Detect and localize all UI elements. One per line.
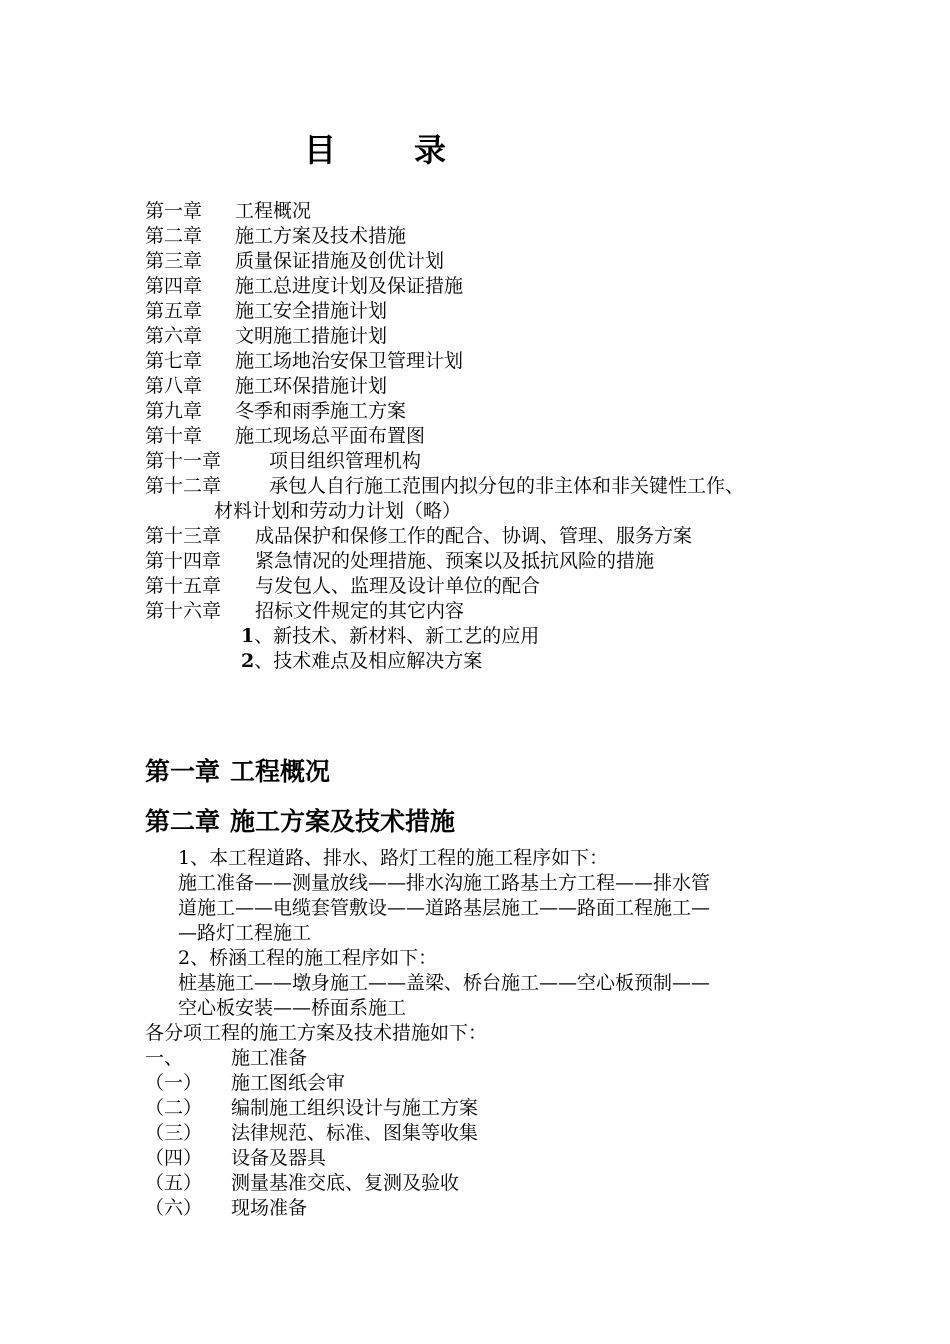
paragraph-2-line: 桩基施工——墩身施工——盖梁、桥台施工——空心板预制—— — [178, 972, 711, 994]
toc-entry — [145, 274, 845, 299]
chapter-2-title: 施工方案及技术措施 — [230, 807, 456, 836]
toc-entry-number: 第十五章 — [145, 575, 222, 597]
paragraph-2-heading: 2、桥涵工程的施工程序如下： — [178, 947, 438, 969]
toc-entry-title: 施工方案及技术措施 — [235, 225, 407, 247]
toc-subitem — [145, 624, 845, 649]
summary-line: 各分项工程的施工方案及技术措施如下： — [145, 1022, 488, 1044]
toc-title — [304, 130, 446, 170]
toc-entry-number: 第十章 — [145, 425, 203, 447]
toc-entry-title: 施工场地治安保卫管理计划 — [235, 350, 464, 372]
section-label: （五） — [145, 1172, 203, 1194]
toc-entry-number: 第十二章 — [145, 475, 222, 497]
section-label: （一） — [145, 1072, 203, 1094]
toc-entry — [145, 349, 845, 374]
toc-entry-title: 施工环保措施计划 — [235, 375, 388, 397]
toc-entry-number: 第四章 — [145, 275, 203, 297]
toc-entry-title: 紧急情况的处理措施、预案以及抵抗风险的措施 — [255, 550, 655, 572]
toc-entry — [145, 599, 845, 624]
toc-entry — [145, 224, 845, 249]
toc-entry-title: 工程概况 — [235, 200, 312, 222]
toc-entry-title: 施工安全措施计划 — [235, 300, 388, 322]
chapter-2-body — [145, 846, 825, 1221]
toc-entry-number: 第十六章 — [145, 600, 222, 622]
paragraph-1-heading: 1、本工程道路、排水、路灯工程的施工程序如下： — [178, 847, 609, 869]
toc-entry-number: 第六章 — [145, 325, 203, 347]
toc-entry — [145, 574, 845, 599]
section-row — [145, 1096, 825, 1121]
toc-entry — [145, 399, 845, 424]
section-text: 现场准备 — [231, 1197, 308, 1219]
section-label: （六） — [145, 1197, 203, 1219]
toc-subitem-title: 、新技术、新材料、新工艺的应用 — [254, 625, 540, 647]
toc-entry-title: 施工总进度计划及保证措施 — [235, 275, 464, 297]
section-label: （四） — [145, 1147, 203, 1169]
section-text: 测量基准交底、复测及验收 — [231, 1172, 460, 1194]
toc-entry-number: 第八章 — [145, 375, 203, 397]
toc-entry — [145, 324, 845, 349]
section-label: （三） — [145, 1122, 203, 1144]
toc-entry-title: 成品保护和保修工作的配合、协调、管理、服务方案 — [255, 525, 693, 547]
toc-entry — [145, 524, 845, 549]
toc-entry-number: 第一章 — [145, 200, 203, 222]
toc-entry — [145, 424, 845, 449]
toc-entry-title: 与发包人、监理及设计单位的配合 — [255, 575, 541, 597]
section-row — [145, 1146, 825, 1171]
toc-entry-title: 文明施工措施计划 — [235, 325, 388, 347]
section-row — [145, 1046, 825, 1071]
toc-subitem — [145, 649, 845, 674]
toc-entry-title: 项目组织管理机构 — [269, 450, 422, 472]
toc-entry-number: 第十三章 — [145, 525, 222, 547]
toc-subitem-title: 、技术难点及相应解决方案 — [254, 650, 483, 672]
toc-entry — [145, 249, 845, 274]
toc-entry-title: 质量保证措施及创优计划 — [235, 250, 445, 272]
section-text: 施工图纸会审 — [231, 1072, 346, 1094]
chapter-1-heading — [145, 755, 330, 789]
toc-entry-title: 承包人自行施工范围内拟分包的非主体和非关键性工作、 — [269, 475, 745, 497]
paragraph-1-line: 施工准备——测量放线——排水沟施工路基土方工程——排水管 — [178, 872, 711, 894]
toc-entry — [145, 449, 845, 474]
toc-subitem-number: 1 — [241, 625, 255, 647]
chapter-2-heading — [145, 805, 455, 839]
section-row — [145, 1071, 825, 1096]
toc-entry-number: 第三章 — [145, 250, 203, 272]
paragraph-1-line: —路灯工程施工 — [178, 922, 312, 944]
toc-entry — [145, 199, 845, 224]
toc-entry-number: 第二章 — [145, 225, 203, 247]
toc-title-char-1: 目 — [304, 131, 337, 169]
toc-entry-continuation: 材料计划和劳动力计划（略） — [214, 500, 462, 522]
toc-entry-number: 第七章 — [145, 350, 203, 372]
toc-entry-title: 招标文件规定的其它内容 — [255, 600, 465, 622]
section-row — [145, 1171, 825, 1196]
section-label: （二） — [145, 1097, 203, 1119]
section-text: 施工准备 — [231, 1047, 308, 1069]
section-text: 设备及器具 — [231, 1147, 327, 1169]
toc-entry — [145, 374, 845, 399]
section-row — [145, 1121, 825, 1146]
toc-entry-number: 第九章 — [145, 400, 203, 422]
section-label: 一、 — [145, 1047, 184, 1069]
toc-entry — [145, 299, 845, 324]
toc-entry-title: 冬季和雨季施工方案 — [235, 400, 407, 422]
toc-entry-title: 施工现场总平面布置图 — [235, 425, 426, 447]
toc-title-char-2: 录 — [414, 131, 447, 169]
toc-subitem-number: 2 — [241, 650, 255, 672]
chapter-2-number: 第二章 — [145, 807, 221, 836]
chapter-1-title: 工程概况 — [230, 757, 331, 786]
section-row — [145, 1196, 825, 1221]
toc-entry-number: 第五章 — [145, 300, 203, 322]
toc-entry-number: 第十一章 — [145, 450, 222, 472]
chapter-1-number: 第一章 — [145, 757, 221, 786]
toc-entry — [145, 474, 845, 499]
section-text: 法律规范、标准、图集等收集 — [231, 1122, 479, 1144]
section-text: 编制施工组织设计与施工方案 — [231, 1097, 479, 1119]
toc-entry-number: 第十四章 — [145, 550, 222, 572]
paragraph-1-line: 道施工——电缆套管敷设——道路基层施工——路面工程施工— — [178, 897, 711, 919]
paragraph-2-line: 空心板安装——桥面系施工 — [178, 997, 407, 1019]
toc-entry — [145, 549, 845, 574]
toc-list — [145, 199, 845, 674]
